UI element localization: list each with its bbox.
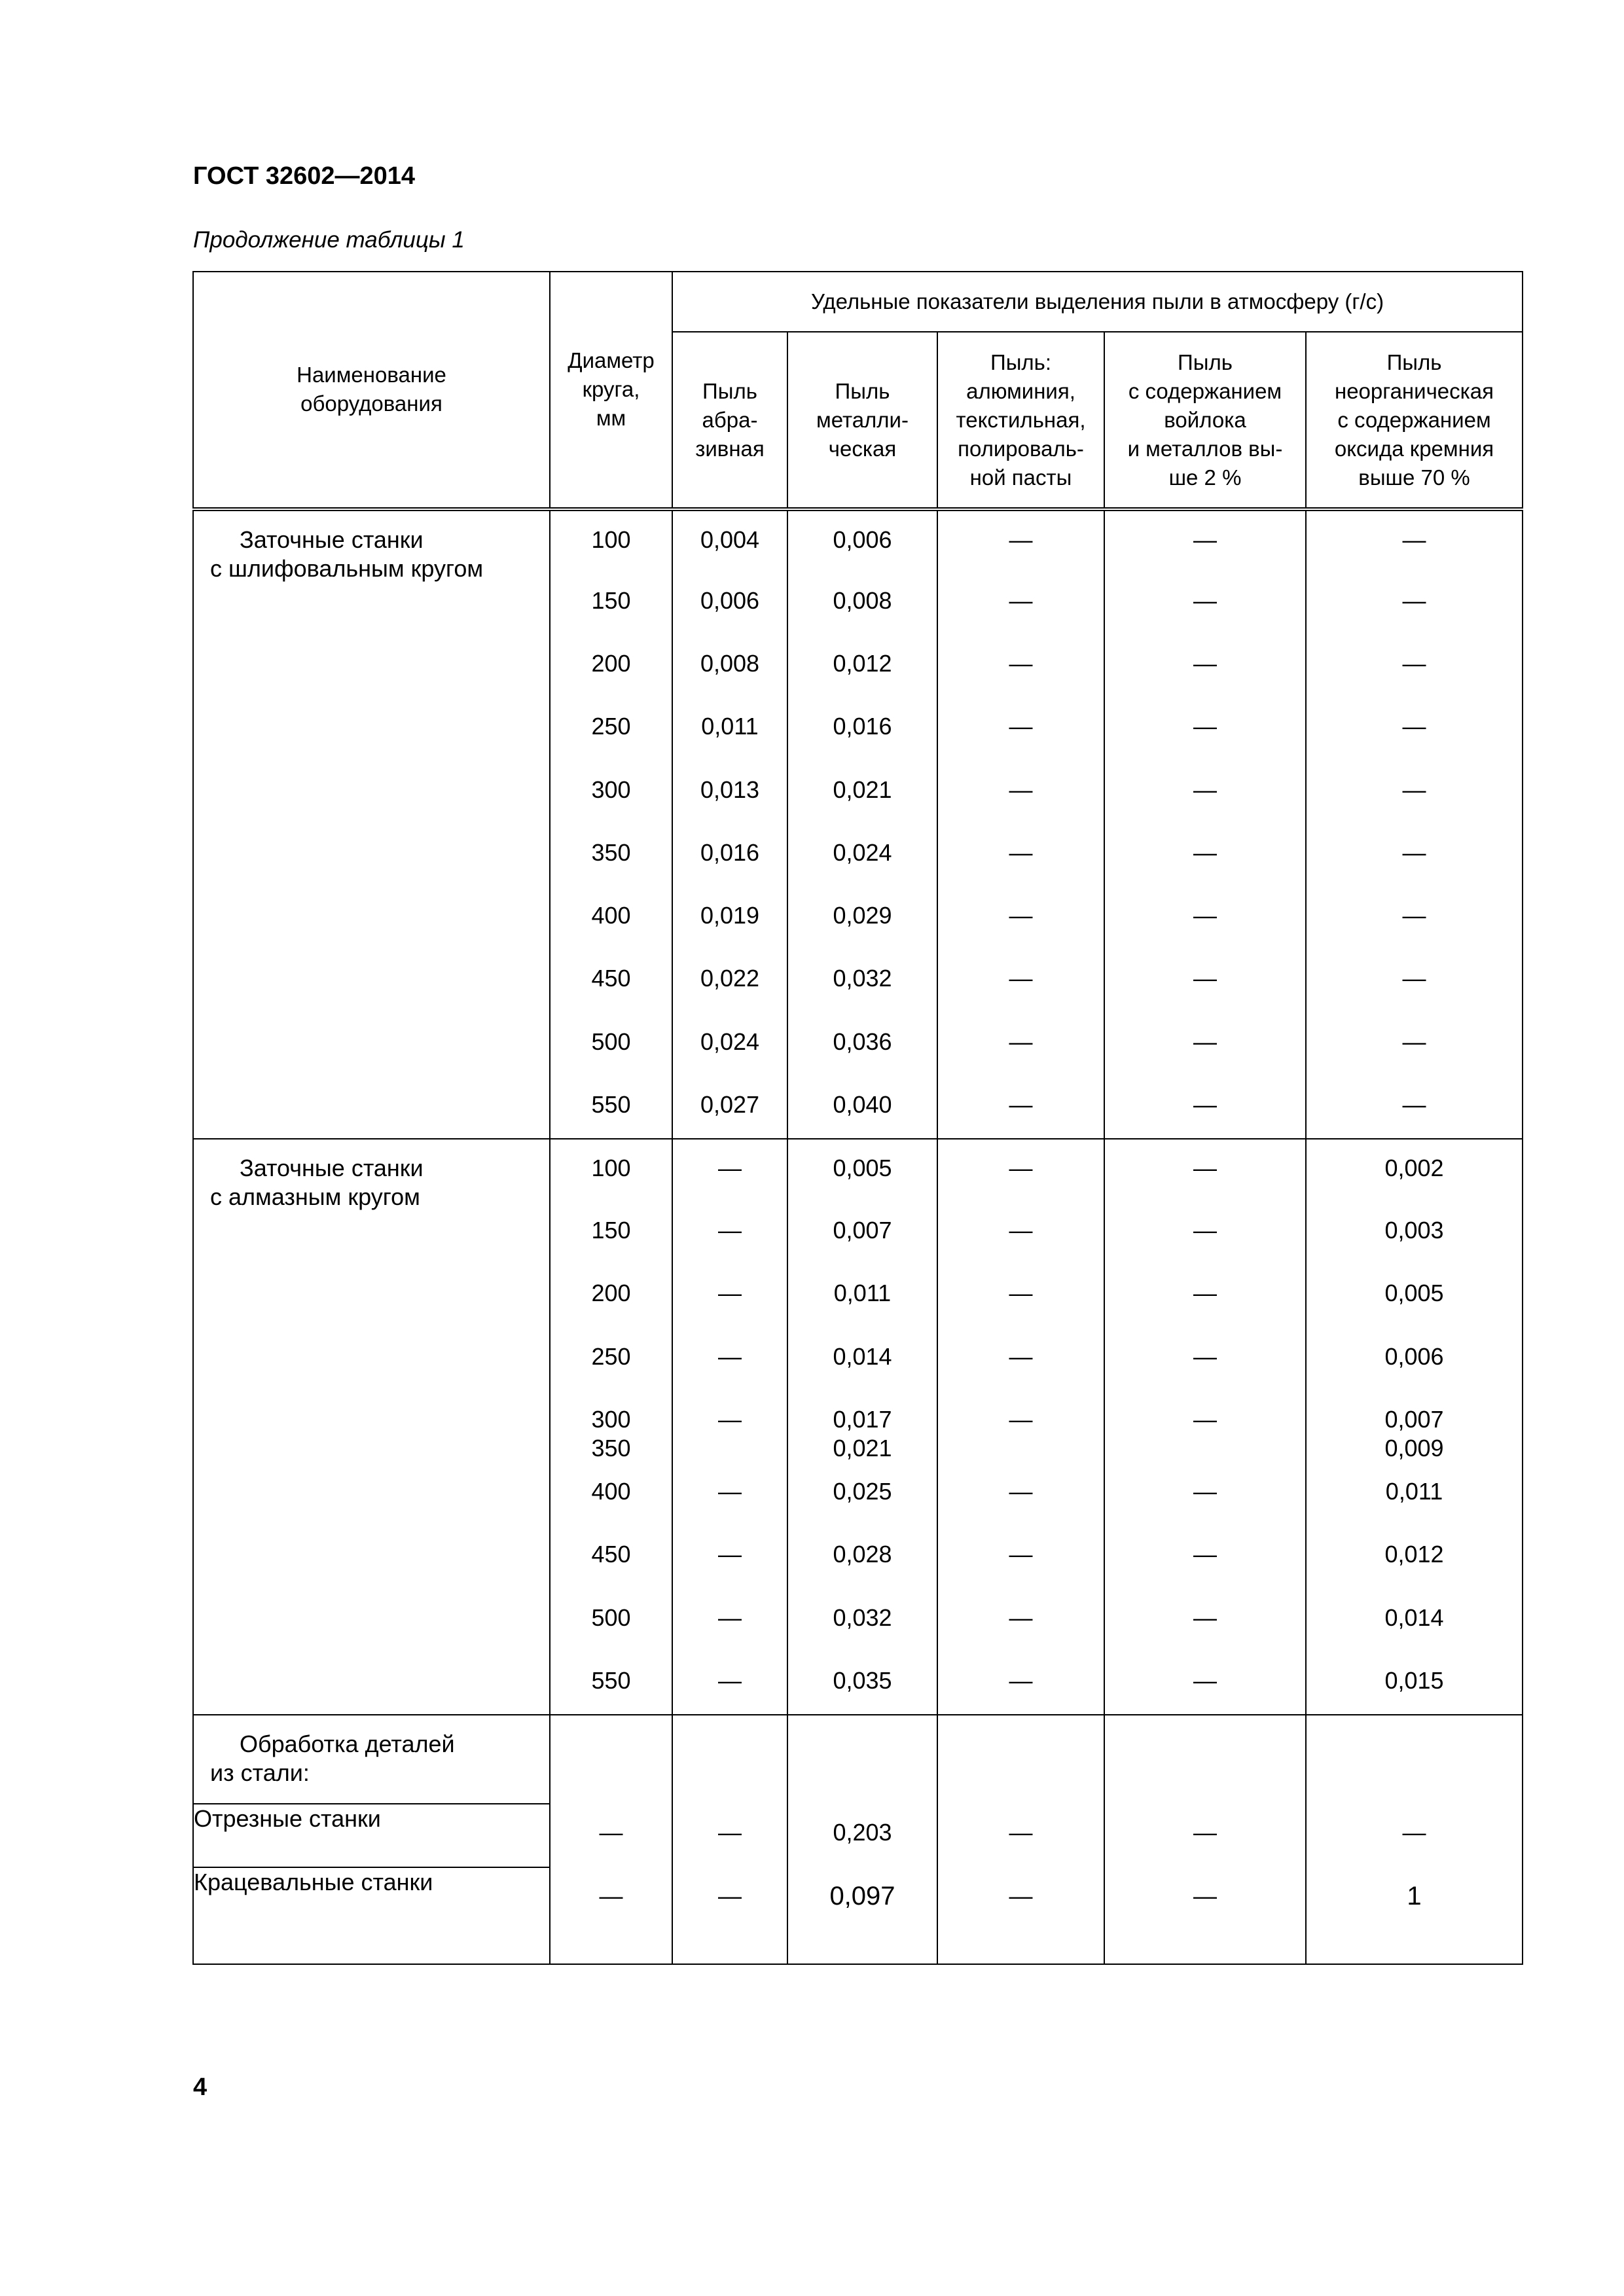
table-row xyxy=(193,1867,1523,1964)
table-cell-felt: — xyxy=(1104,1463,1306,1526)
table-row xyxy=(193,1139,1523,1202)
group-name-line1: Заточные станки xyxy=(240,526,424,553)
table-cell-abr: — xyxy=(672,1139,787,1202)
table-cell-felt: — xyxy=(1104,887,1306,950)
table-cell-met: 0,011 xyxy=(787,1265,937,1327)
table-cell-met: 0,029 xyxy=(787,887,937,950)
table-cell-inorg: — xyxy=(1306,1804,1523,1867)
table-cell-felt: — xyxy=(1104,1139,1306,1202)
table-cell-abr: — xyxy=(672,1867,787,1964)
table-cell-d: 500 xyxy=(550,1013,672,1076)
table-cell-felt: — xyxy=(1104,635,1306,698)
table-cell-empty xyxy=(787,1715,937,1804)
table-cell-al: — xyxy=(937,1804,1104,1867)
table-cell-inorg: — xyxy=(1306,824,1523,887)
table-cell-d: 300 xyxy=(550,761,672,824)
table-cell-d: 200 xyxy=(550,1265,672,1327)
sub-equipment-name: Отрезные станки xyxy=(193,1804,550,1867)
table-cell-d: — xyxy=(550,1867,672,1964)
group-name-line1: Обработка деталей xyxy=(240,1731,455,1758)
table-cell-al: — xyxy=(937,1867,1104,1964)
table-cell-met: 0,035 xyxy=(787,1652,937,1715)
table-cell-al: — xyxy=(937,1013,1104,1076)
table-cell-inorg: 1 xyxy=(1306,1867,1523,1964)
table-cell-met: 0,032 xyxy=(787,1589,937,1652)
table-cell-inorg: 0,012 xyxy=(1306,1526,1523,1588)
table-cell-d: 500 xyxy=(550,1589,672,1652)
table-cell-inorg: 0,015 xyxy=(1306,1652,1523,1715)
table-cell-empty xyxy=(672,1715,787,1804)
table-cell-d: 350 xyxy=(550,824,672,887)
table-cell-al: — xyxy=(937,887,1104,950)
table-cell-inorg: — xyxy=(1306,1076,1523,1139)
table-cell-inorg: — xyxy=(1306,761,1523,824)
table-cell-empty xyxy=(1306,1715,1523,1804)
dust-emission-table xyxy=(192,271,1523,1965)
table-cell-d: 550 xyxy=(550,1652,672,1715)
table-cell-abr: 0,024 xyxy=(672,1013,787,1076)
table-cell-met: 0,006 xyxy=(787,509,937,572)
table-cell-al: — xyxy=(937,1076,1104,1139)
header-metal: Пыль металли- ческая xyxy=(787,332,937,509)
table-cell-met: 0,012 xyxy=(787,635,937,698)
table-cell-met: 0,028 xyxy=(787,1526,937,1588)
table-cell-met: 0,203 xyxy=(787,1804,937,1867)
table-cell-al: — xyxy=(937,1463,1104,1526)
table-cell-felt: — xyxy=(1104,1867,1306,1964)
table-cell-al: — xyxy=(937,1265,1104,1327)
table-cell-d: 400 xyxy=(550,887,672,950)
table-cell-al: — xyxy=(937,950,1104,1013)
table-cell-inorg: 0,005 xyxy=(1306,1265,1523,1327)
table-cell-felt: — xyxy=(1104,824,1306,887)
table-cell-met: 0,032 xyxy=(787,950,937,1013)
table-cell-abr: 0,008 xyxy=(672,635,787,698)
table-cell-abr: — xyxy=(672,1328,787,1391)
table-cell-d: 100 xyxy=(550,509,672,572)
table-cell-inorg: — xyxy=(1306,950,1523,1013)
table-row xyxy=(193,1804,1523,1867)
table-cell-d: 450 xyxy=(550,950,672,1013)
table-cell-felt: — xyxy=(1104,509,1306,572)
equipment-group-name xyxy=(193,1715,550,1804)
table-cell-d: 550 xyxy=(550,1076,672,1139)
table-cell-abr: — xyxy=(672,1804,787,1867)
table-cell-felt: — xyxy=(1104,572,1306,635)
table-cell-al: — xyxy=(937,761,1104,824)
group-name-line2: с алмазным кругом xyxy=(210,1183,420,1211)
table-cell-abr: 0,022 xyxy=(672,950,787,1013)
table-cell-felt: — xyxy=(1104,1013,1306,1076)
table-cell-met: 0,007 xyxy=(787,1202,937,1265)
table-cell-felt: — xyxy=(1104,1526,1306,1588)
table-cell-empty xyxy=(1104,1715,1306,1804)
table-cell-abr: 0,006 xyxy=(672,572,787,635)
table-cell-felt: — xyxy=(1104,1076,1306,1139)
table-cell-al: — xyxy=(937,635,1104,698)
table-cell-d: 150 xyxy=(550,1202,672,1265)
table-cell-felt: — xyxy=(1104,950,1306,1013)
table-cell-inorg: 0,011 xyxy=(1306,1463,1523,1526)
table-cell-d: 250 xyxy=(550,1328,672,1391)
table-cell-d: 150 xyxy=(550,572,672,635)
table-cell-al: — xyxy=(937,824,1104,887)
table-cell-empty xyxy=(550,1715,672,1804)
table-cell-al: — xyxy=(937,698,1104,761)
table-cell-abr: 0,011 xyxy=(672,698,787,761)
table-cell-inorg: 0,007 0,009 xyxy=(1306,1391,1523,1463)
table-cell-felt: — xyxy=(1104,1328,1306,1391)
table-cell-met: 0,005 xyxy=(787,1139,937,1202)
header-dust-group: Удельные показатели выделения пыли в атмосферу (г/с) xyxy=(672,272,1523,332)
table-cell-met: 0,016 xyxy=(787,698,937,761)
table-cell-d: 300 350 xyxy=(550,1391,672,1463)
header-equipment: Наименование оборудования xyxy=(193,272,550,509)
table-cell-d: — xyxy=(550,1804,672,1867)
table-cell-al: — xyxy=(937,1589,1104,1652)
table-cell-felt: — xyxy=(1104,698,1306,761)
header-diameter: Диаметр круга, мм xyxy=(550,272,672,509)
table-cell-d: 100 xyxy=(550,1139,672,1202)
table-cell-inorg: 0,014 xyxy=(1306,1589,1523,1652)
table-cell-inorg: — xyxy=(1306,1013,1523,1076)
table-cell-felt: — xyxy=(1104,761,1306,824)
table-cell-abr: 0,004 xyxy=(672,509,787,572)
table-cell-abr: — xyxy=(672,1526,787,1588)
sub-equipment-name: Крацевальные станки xyxy=(193,1867,550,1964)
table-cell-felt: — xyxy=(1104,1265,1306,1327)
table-cell-met: 0,036 xyxy=(787,1013,937,1076)
table-cell-al: — xyxy=(937,1328,1104,1391)
equipment-group-name xyxy=(193,1139,550,1715)
table-cell-inorg: — xyxy=(1306,509,1523,572)
table-cell-met: 0,021 xyxy=(787,761,937,824)
header-inorganic: Пыль неорганическая с содержанием оксида кремния выше 70 % xyxy=(1306,332,1523,509)
table-cell-d: 450 xyxy=(550,1526,672,1588)
document-code: ГОСТ 32602—2014 xyxy=(193,162,416,190)
table-row xyxy=(193,1715,1523,1804)
table-cell-inorg: 0,006 xyxy=(1306,1328,1523,1391)
table-cell-felt: — xyxy=(1104,1652,1306,1715)
group-name-line1: Заточные станки xyxy=(240,1155,424,1182)
table-cell-inorg: — xyxy=(1306,635,1523,698)
table-cell-d: 400 xyxy=(550,1463,672,1526)
header-felt: Пыль с содержанием войлока и металлов вы- ше 2 % xyxy=(1104,332,1306,509)
table-cell-abr: — xyxy=(672,1265,787,1327)
table-cell-felt: — xyxy=(1104,1589,1306,1652)
table-cell-empty xyxy=(937,1715,1104,1804)
group-name-line2: с шлифовальным кругом xyxy=(210,554,484,582)
table-cell-al: — xyxy=(937,1139,1104,1202)
table-cell-inorg: 0,002 xyxy=(1306,1139,1523,1202)
table-cell-inorg: — xyxy=(1306,698,1523,761)
table-cell-abr: — xyxy=(672,1202,787,1265)
table-cell-al: — xyxy=(937,1526,1104,1588)
table-cell-felt: — xyxy=(1104,1202,1306,1265)
table-caption: Продолжение таблицы 1 xyxy=(193,227,465,253)
table-cell-abr: 0,013 xyxy=(672,761,787,824)
table-cell-felt: — xyxy=(1104,1391,1306,1463)
table-cell-abr: 0,016 xyxy=(672,824,787,887)
table-cell-felt: — xyxy=(1104,1804,1306,1867)
table-cell-al: — xyxy=(937,1652,1104,1715)
table-cell-met: 0,024 xyxy=(787,824,937,887)
page-number: 4 xyxy=(193,2073,208,2101)
table-cell-inorg: 0,003 xyxy=(1306,1202,1523,1265)
table-cell-abr: — xyxy=(672,1652,787,1715)
table-cell-abr: 0,019 xyxy=(672,887,787,950)
table-cell-met: 0,008 xyxy=(787,572,937,635)
table-cell-met: 0,040 xyxy=(787,1076,937,1139)
table-cell-abr: — xyxy=(672,1391,787,1463)
table-row xyxy=(193,509,1523,572)
equipment-group-name xyxy=(193,509,550,1139)
table-cell-met: 0,097 xyxy=(787,1867,937,1964)
table-cell-al: — xyxy=(937,1391,1104,1463)
table-cell-al: — xyxy=(937,509,1104,572)
table-cell-d: 250 xyxy=(550,698,672,761)
table-cell-abr: 0,027 xyxy=(672,1076,787,1139)
table-cell-met: 0,017 0,021 xyxy=(787,1391,937,1463)
header-abrasive: Пыль абра- зивная xyxy=(672,332,787,509)
table-cell-al: — xyxy=(937,1202,1104,1265)
table-cell-met: 0,025 xyxy=(787,1463,937,1526)
table-cell-inorg: — xyxy=(1306,572,1523,635)
table-cell-met: 0,014 xyxy=(787,1328,937,1391)
header-aluminum: Пыль: алюминия, текстильная, полироваль- ной пасты xyxy=(937,332,1104,509)
table-cell-abr: — xyxy=(672,1589,787,1652)
table-cell-abr: — xyxy=(672,1463,787,1526)
table-cell-inorg: — xyxy=(1306,887,1523,950)
group-name-line2: из стали: xyxy=(210,1759,310,1787)
table-cell-al: — xyxy=(937,572,1104,635)
table-cell-d: 200 xyxy=(550,635,672,698)
